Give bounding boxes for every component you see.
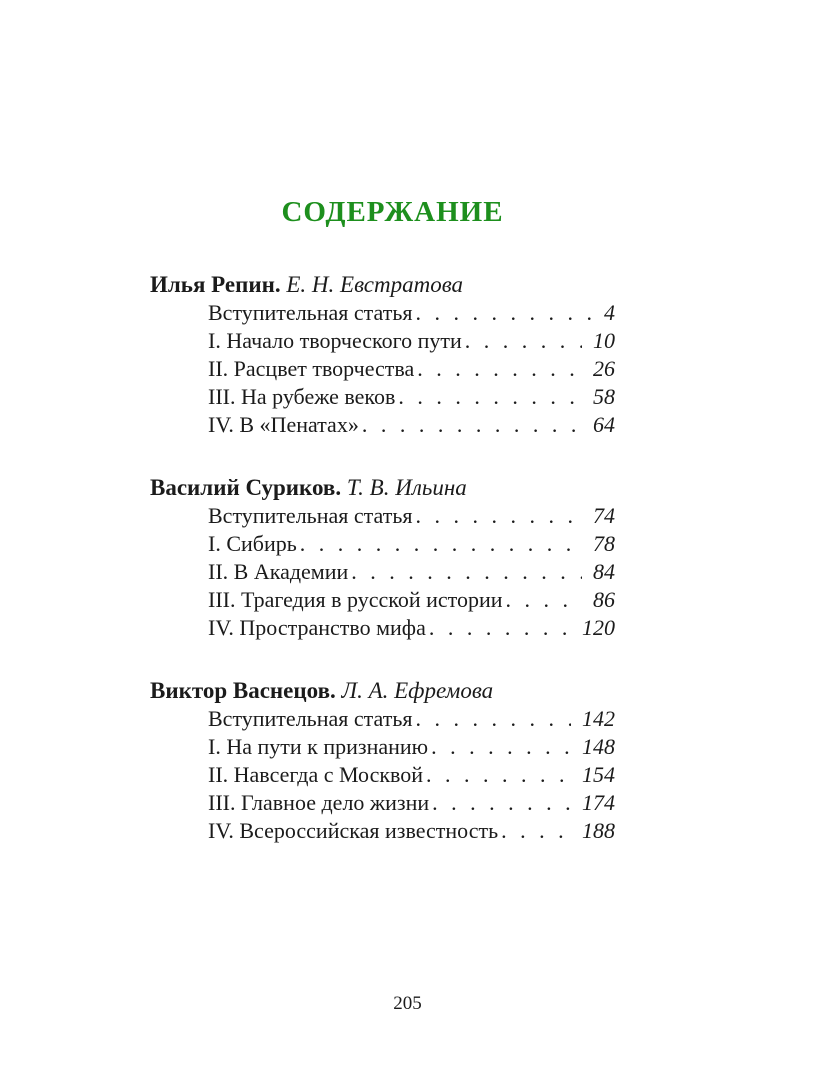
dot-leader	[351, 558, 582, 586]
entry-page-number: 142	[582, 706, 615, 731]
entry-label: II. Расцвет творчества	[208, 356, 415, 381]
entry-label: III. На рубеже веков	[208, 384, 396, 409]
section-heading	[150, 271, 615, 299]
entry-label: Вступительная статья	[208, 503, 413, 528]
entry-label: II. В Академии	[208, 559, 349, 584]
entry-page-number: 120	[582, 615, 615, 640]
folio-page-number: 205	[393, 993, 422, 1014]
dot-leader	[362, 411, 582, 439]
dot-leader	[398, 383, 582, 411]
toc-entry	[150, 355, 615, 383]
entry-page-number: 26	[593, 356, 615, 381]
entry-label: IV. В «Пенатах»	[208, 412, 359, 437]
entry-label: I. Сибирь	[208, 531, 297, 556]
dot-leader	[300, 530, 582, 558]
dot-leader	[415, 299, 593, 327]
dot-leader	[426, 761, 571, 789]
dot-leader	[465, 327, 582, 355]
entry-page-number: 154	[582, 762, 615, 787]
artist-name: Василий Суриков.	[150, 475, 342, 500]
toc-entry	[150, 761, 615, 789]
toc-section-repin	[150, 271, 615, 439]
toc-title: СОДЕРЖАНИЕ	[281, 196, 504, 228]
toc-entry	[150, 530, 615, 558]
dot-leader	[415, 705, 571, 733]
artist-name: Илья Репин.	[150, 272, 281, 297]
author-name: Е. Н. Евстратова	[286, 272, 464, 297]
toc-entry	[150, 327, 615, 355]
entry-label: I. Начало творческого пути	[208, 328, 462, 353]
toc-entry	[150, 586, 615, 614]
toc-entry	[150, 733, 615, 761]
dot-leader	[431, 733, 571, 761]
dot-leader	[506, 586, 582, 614]
dot-leader	[429, 614, 571, 642]
entry-page-number: 74	[593, 503, 615, 528]
toc-section-surikov	[150, 474, 615, 642]
entry-page-number: 10	[593, 328, 615, 353]
toc-entry	[150, 383, 615, 411]
toc-section-vasnetsov	[150, 677, 615, 845]
entry-page-number: 64	[593, 412, 615, 437]
toc-entry	[150, 705, 615, 733]
toc-entry	[150, 502, 615, 530]
entry-label: IV. Всероссийская известность	[208, 818, 499, 843]
entry-label: I. На пути к признанию	[208, 734, 429, 759]
entry-page-number: 86	[593, 587, 615, 612]
entry-label: Вступительная статья	[208, 706, 413, 731]
entry-page-number: 4	[604, 300, 615, 325]
author-name: Л. А. Ефремова	[341, 678, 494, 703]
toc-entry	[150, 558, 615, 586]
author-name: Т. В. Ильина	[346, 475, 467, 500]
toc-entry	[150, 789, 615, 817]
entry-page-number: 148	[582, 734, 615, 759]
entry-label: III. Главное дело жизни	[208, 790, 430, 815]
entry-label: IV. Пространство мифа	[208, 615, 426, 640]
entry-label: II. Навсегда с Москвой	[208, 762, 424, 787]
entry-page-number: 58	[593, 384, 615, 409]
entry-page-number: 174	[582, 790, 615, 815]
toc-entry	[150, 299, 615, 327]
entry-label: Вступительная статья	[208, 300, 413, 325]
dot-leader	[417, 355, 582, 383]
dot-leader	[501, 817, 571, 845]
section-heading	[150, 474, 615, 502]
toc-entry	[150, 817, 615, 845]
section-heading	[150, 677, 615, 705]
entry-page-number: 78	[593, 531, 615, 556]
table-of-contents	[150, 195, 615, 880]
toc-entry	[150, 411, 615, 439]
entry-label: III. Трагедия в русской истории	[208, 587, 503, 612]
artist-name: Виктор Васнецов.	[150, 678, 336, 703]
entry-page-number: 84	[593, 559, 615, 584]
dot-leader	[415, 502, 582, 530]
dot-leader	[432, 789, 571, 817]
entry-page-number: 188	[582, 818, 615, 843]
toc-entry	[150, 614, 615, 642]
